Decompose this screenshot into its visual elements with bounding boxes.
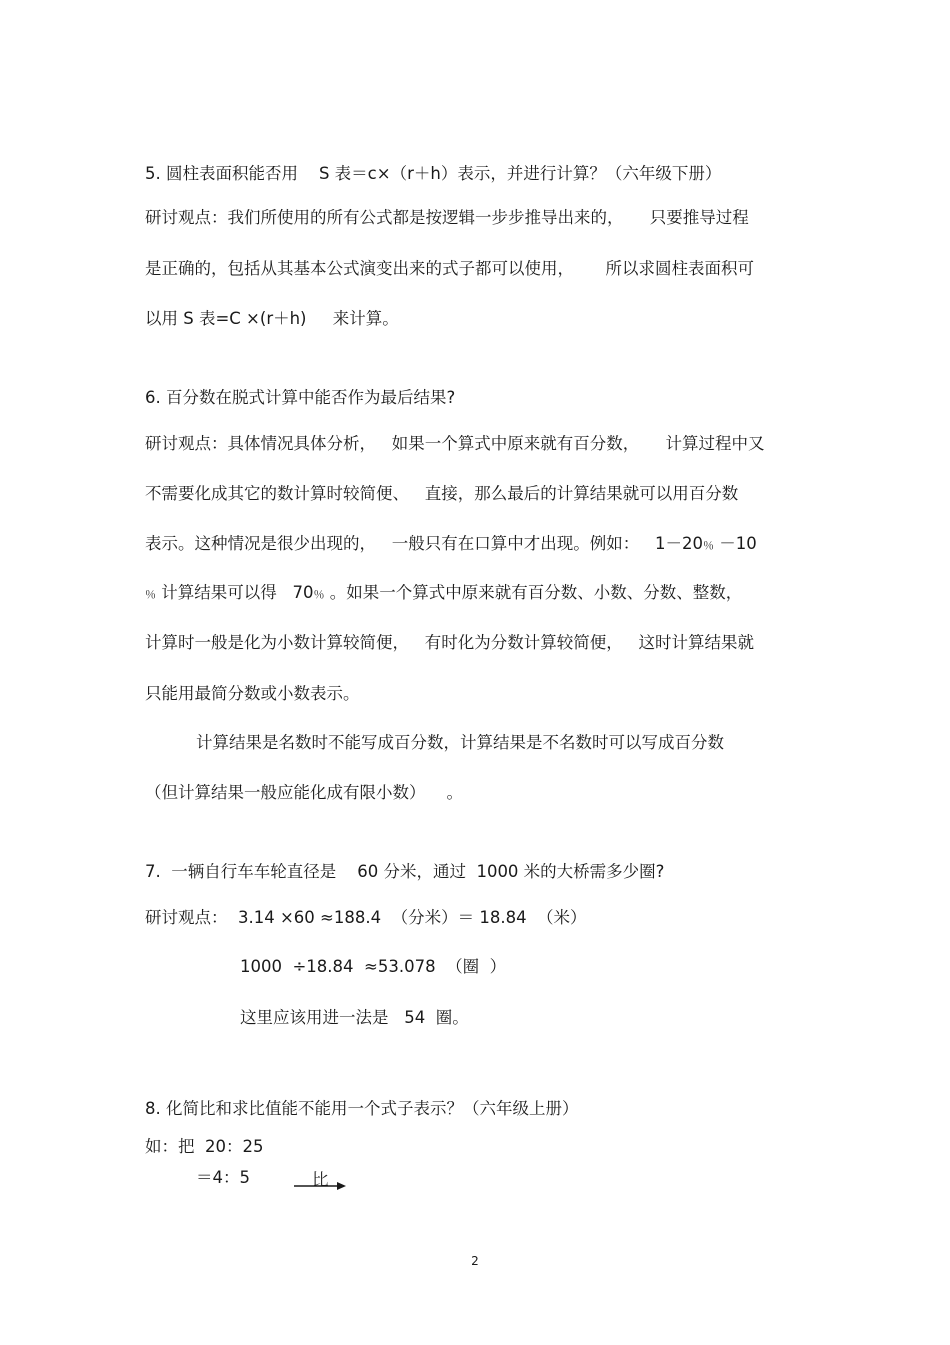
q6-line-5: 计算时一般是化为小数计算较简便， 有时化为分数计算较简便， 这时计算结果就 — [145, 633, 754, 652]
q6-line-8: （但计算结果一般应能化成有限小数） 。 — [145, 783, 463, 802]
right-arrow-icon — [293, 1163, 353, 1193]
q8-line-2: ＝4：5 — [196, 1168, 250, 1187]
q6-line-7: 计算结果是名数时不能写成百分数，计算结果是不名数时可以写成百分数 — [196, 733, 724, 752]
q5-line-2: 是正确的，包括从其基本公式演变出来的式子都可以使用， 所以求圆柱表面积可 — [145, 259, 754, 278]
q6-line-1: 研讨观点：具体情况具体分析， 如果一个算式中原来就有百分数， 计算过程中又 — [145, 434, 765, 453]
q5-line-1: 研讨观点：我们所使用的所有公式都是按逻辑一步步推导出来的， 只要推导过程 — [145, 208, 749, 227]
percent-sign: ％ — [145, 588, 156, 601]
q7-title: 7. 一辆自行车车轮直径是 60 分米，通过 1000 米的大桥需多少圈? — [145, 862, 665, 881]
q6-line-6: 只能用最简分数或小数表示。 — [145, 684, 360, 703]
q6-line-4: ％ 计算结果可以得 70％ 。如果一个算式中原来就有百分数、小数、分数、整数， — [145, 583, 743, 602]
ratio-arrow — [293, 1163, 353, 1193]
q8-line-1: 如：把 20：25 — [145, 1137, 264, 1156]
q7-line-3: 这里应该用进一法是 54 圈。 — [240, 1008, 469, 1027]
q6-line-3: 表示。这种情况是很少出现的， 一般只有在口算中才出现。例如： 1－20％ －10 — [145, 534, 757, 553]
arrow-label: 比 — [312, 1170, 329, 1189]
page-number: 2 — [471, 1254, 479, 1268]
q8-title: 8. 化简比和求比值能不能用一个式子表示？（六年级上册） — [145, 1099, 579, 1118]
q5-title: 5. 圆柱表面积能否用 S 表＝c×（r＋h）表示，并进行计算？（六年级下册） — [145, 164, 722, 183]
q6-line-2: 不需要化成其它的数计算时较简便、 直接，那么最后的计算结果就可以用百分数 — [145, 484, 739, 503]
q5-line-3: 以用 S 表=C ×(r＋h) 来计算。 — [145, 309, 399, 328]
percent-sign: ％ — [313, 588, 325, 601]
q7-line-1: 研讨观点： 3.14 ×60 ≈188.4 （分米）＝ 18.84 （米） — [145, 908, 587, 927]
q7-line-2: 1000 ÷18.84 ≈53.078 （圈 ） — [240, 957, 507, 976]
q6-title: 6. 百分数在脱式计算中能否作为最后结果? — [145, 388, 456, 407]
percent-sign: ％ — [702, 539, 714, 552]
